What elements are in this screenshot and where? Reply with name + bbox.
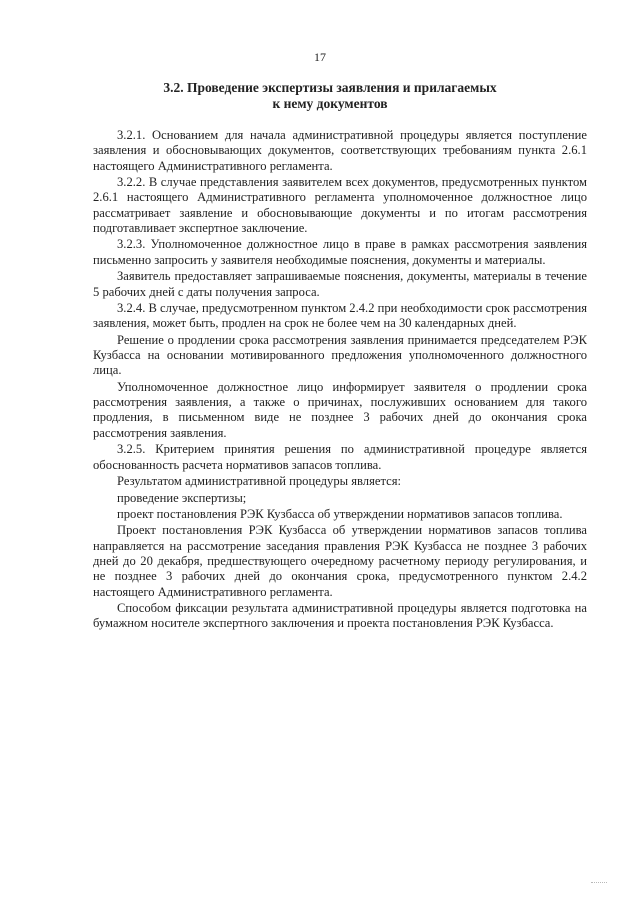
paragraph-3-2-3: 3.2.3. Уполномоченное должностное лицо в праве в рамках рассмотрения заявления письменно запросить у заявителя необходимые пояснения, документы и материалы.: [93, 237, 587, 267]
paragraph-result-intro: Результатом административной процедуры является:: [117, 474, 402, 489]
paragraph-applicant-provides: Заявитель предоставляет запрашиваемые пояснения, документы, материалы в течение 5 рабочих дней с даты получения запроса.: [93, 269, 587, 299]
paragraph-3-2-4: 3.2.4. В случае, предусмотренном пунктом 2.4.2 при необходимости срок рассмотрения заявления, может быть, продлен на срок не более чем на 30 календарных дней.: [93, 301, 588, 331]
page-number: 17: [314, 50, 326, 64]
paragraph-draft-resolution: Проект постановления РЭК Кузбасса об утверждении нормативов запасов топлива направляется на рассмотрение заседания правления РЭК Кузбасса не позднее 3 рабочих дней до 20 декабря, предшествующего очередному расчетному периоду регулирования, и не позднее 3 рабочих дней до окончания срока, предусмотренного пунктом 2.4.2 настоящего Административного регламента.: [93, 523, 587, 599]
paragraph-3-2-1: 3.2.1. Основанием для начала административной процедуры является поступление заявления и обосновывающих документов, соответствующих требованиям пункта 2.6.1 настоящего Административного регламента.: [93, 128, 587, 173]
paragraph-3-2-2: 3.2.2. В случае представления заявителем всех документов, предусмотренных пунктом 2.6.1 настоящего Административного регламента уполномоченное должностное лицо рассматривает заявление и обосновывающие документы и по итогам рассмотрения подготавливает экспертное заключение.: [93, 175, 587, 235]
paragraph-result-item-1: проведение экспертизы;: [117, 490, 247, 505]
paragraph-extension-decision: Решение о продлении срока рассмотрения заявления принимается председателем РЭК Кузбасса на основании мотивированного предложения уполномоченного должностного лица.: [93, 332, 587, 378]
section-heading-line-2: к нему документов: [272, 96, 388, 111]
paragraph-fixation-method: Способом фиксации результата административной процедуры является подготовка на бумажном носителе экспертного заключения и проекта постановления РЭК Кузбасса.: [93, 601, 587, 631]
paragraph-result-item-2: проект постановления РЭК Кузбасса об утверждении нормативов запасов топлива.: [117, 507, 563, 521]
paragraph-extension-notice: Уполномоченное должностное лицо информирует заявителя о продлении срока рассмотрения заявления, а также о причинах, послуживших основанием для такого продления, в письменном виде не позднее 3 рабочих дней до окончания срока рассмотрения заявления.: [93, 379, 587, 440]
section-heading: [120, 80, 540, 112]
scan-artifact: [591, 882, 607, 884]
section-heading-line-1: 3.2. Проведение экспертизы заявления и прилагаемых: [163, 80, 497, 95]
paragraph-3-2-5: 3.2.5. Критерием принятия решения по административной процедуре является обоснованность расчета нормативов запасов топлива.: [93, 442, 587, 472]
body-text: [93, 128, 587, 633]
